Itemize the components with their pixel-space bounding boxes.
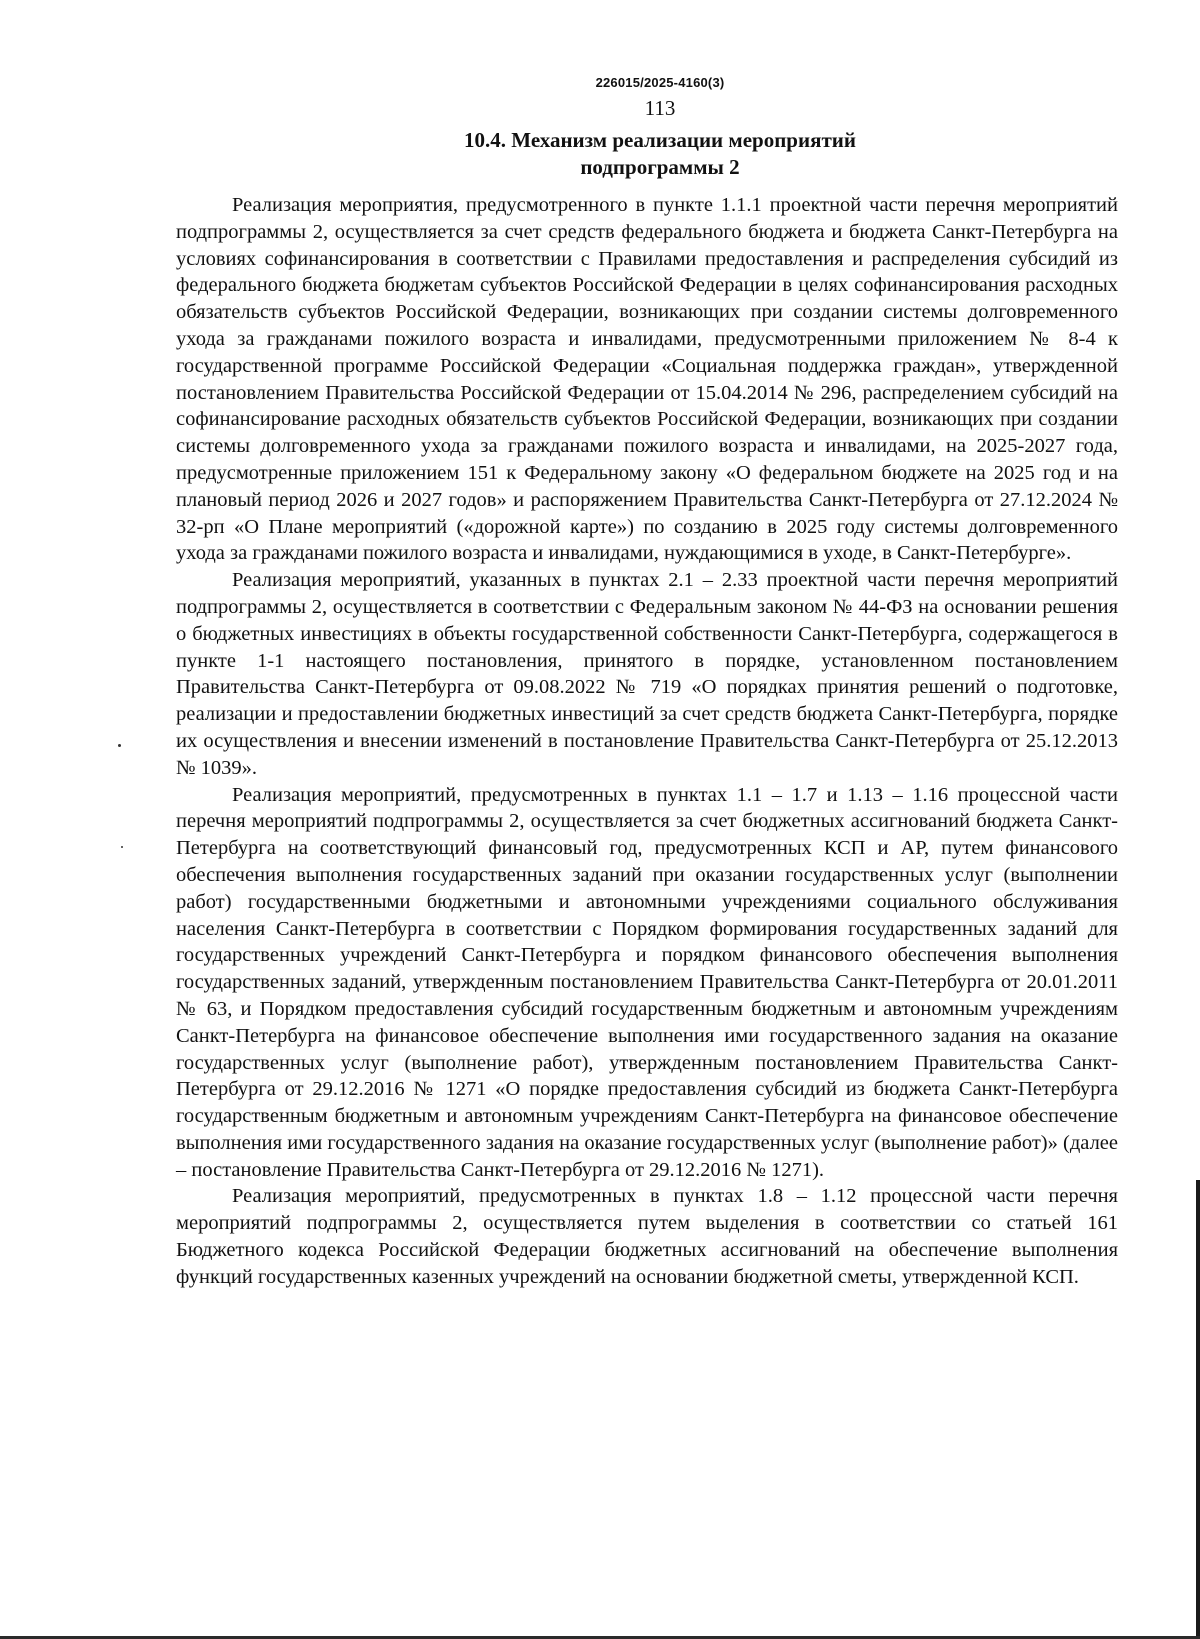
document-registration-number: 226015/2025-4160(3) <box>595 75 725 90</box>
scan-speck <box>118 744 121 747</box>
scan-speck <box>121 846 123 848</box>
section-heading-line-2: подпрограммы 2 <box>580 155 740 179</box>
paragraph-4: Реализация мероприятий, предусмотренных в пунктах 1.8 – 1.12 процессной части перечня мероприятий подпрограммы 2, осуществляется путем выделения в соответствии со статьей 161 Бюджетного кодекса Российской Федерации бюджетных ассигнований на обеспечение выполнения функций государственных казенных учреждений на основании бюджетной сметы, утвержденной КСП. <box>176 1185 1118 1288</box>
scan-edge-shadow <box>1196 1180 1200 1639</box>
document-body <box>176 192 1118 1291</box>
section-heading-line-1: 10.4. Механизм реализации мероприятий <box>464 128 856 152</box>
page-number: 113 <box>644 96 676 120</box>
section-heading <box>0 127 1200 181</box>
paragraph-3: Реализация мероприятий, предусмотренных в пунктах 1.1 – 1.7 и 1.13 – 1.16 процессной части перечня мероприятий подпрограммы 2, осуществляется за счет бюджетных ассигнований бюджета Санкт-Петербурга на соответствующий финансовый год, предусмотренных КСП и АР, путем финансового обеспечения выполнения государственных заданий при оказании государственных услуг (выполнении работ) государственными бюджетными и автономными учреждениями социального обслуживания населения Санкт-Петербурга в соответствии с Порядком формирования государственных заданий для государственных учреждений Санкт-Петербурга и порядком финансового обеспечения выполнения государственных заданий, утвержденным постановлением Правительства Санкт-Петербурга от 20.01.2011 № 63, и Порядком предоставления субсидий государственным бюджетным и автономным учреждениям Санкт-Петербурга на финансовое обеспечение выполнения ими государственного задания на оказание государственных услуг (выполнение работ), утвержденным постановлением Правительства Санкт-Петербурга от 29.12.2016 № 1271 «О порядке предоставления субсидий из бюджета Санкт-Петербурга государственным бюджетным и автономным учреждениям Санкт-Петербурга на финансовое обеспечение выполнения ими государственного задания на оказание государственных услуг (выполнение работ)» (далее – постановление Правительства Санкт-Петербурга от 29.12.2016 № 1271). <box>176 783 1118 1181</box>
paragraph-2: Реализация мероприятий, указанных в пунктах 2.1 – 2.33 проектной части перечня мероприятий подпрограммы 2, осуществляется в соответствии с Федеральным законом № 44-ФЗ на основании решения о бюджетных инвестициях в объекты государственной собственности Санкт-Петербурга, содержащегося в пункте 1-1 настоящего постановления, принятого в порядке, установленном постановлением Правительства Санкт-Петербурга от 09.08.2022 № 719 «О порядках принятия решений о подготовке, реализации и предоставлении бюджетных инвестиций за счет средств бюджета Санкт-Петербурга, порядке их осуществления и внесении изменений в постановление Правительства Санкт-Петербурга от 25.12.2013 № 1039». <box>176 569 1118 779</box>
paragraph-1: Реализация мероприятия, предусмотренного в пункте 1.1.1 проектной части перечня мероприятий подпрограммы 2, осуществляется за счет средств федерального бюджета и бюджета Санкт-Петербурга на условиях софинансирования в соответствии с Правилами предоставления и распределения субсидий из федерального бюджета бюджетам субъектов Российской Федерации в целях софинансирования расходных обязательств субъектов Российской Федерации, возникающих при создании системы долговременного ухода за гражданами пожилого возраста и инвалидами, предусмотренными приложением № 8-4 к государственной программе Российской Федерации «Социальная поддержка граждан», утвержденной постановлением Правительства Российской Федерации от 15.04.2014 № 296, распределением субсидий на софинансирование расходных обязательств субъектов Российской Федерации, возникающих при создании системы долговременного ухода за гражданами пожилого возраста и инвалидами, на 2025-2027 года, предусмотренные приложением 151 к Федеральному закону «О федеральном бюджете на 2025 год и на плановый период 2026 и 2027 годов» и распоряжением Правительства Санкт-Петербурга от 27.12.2024 № 32-рп «О Плане мероприятий («дорожной карте») по созданию в 2025 году системы долговременного ухода за гражданами пожилого возраста и инвалидами, нуждающимися в уходе, в Санкт-Петербурге». <box>176 194 1118 565</box>
